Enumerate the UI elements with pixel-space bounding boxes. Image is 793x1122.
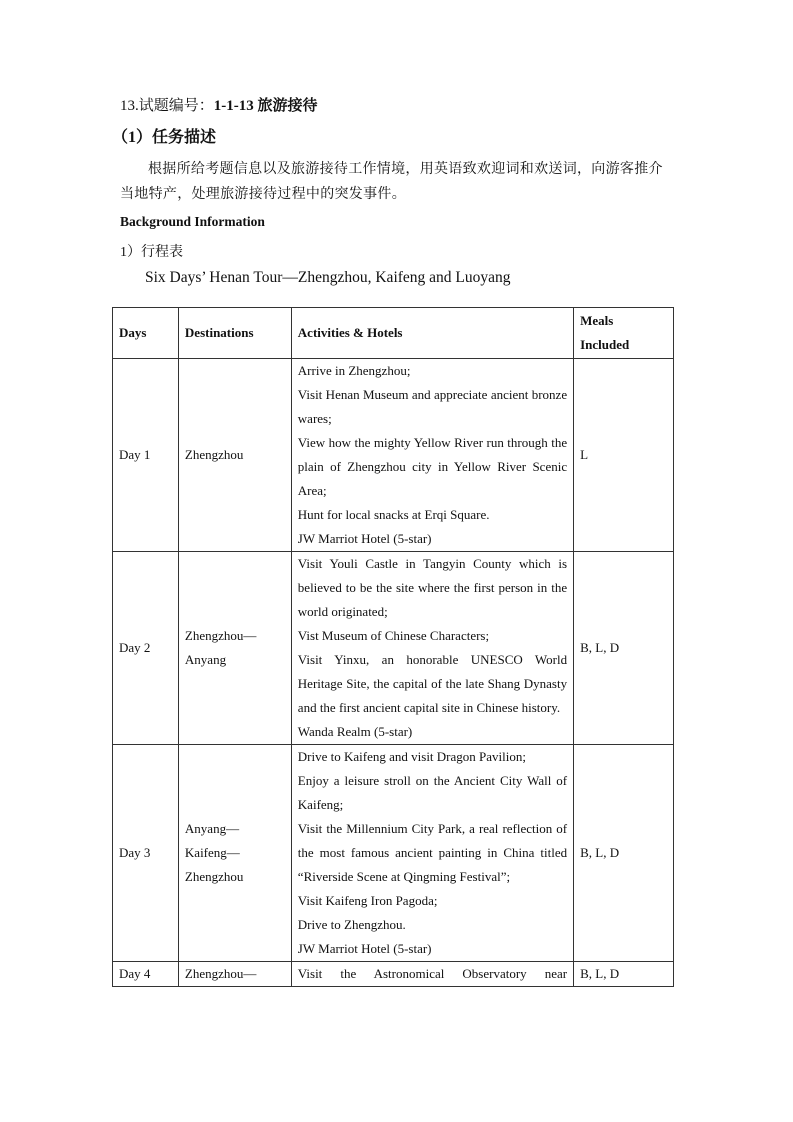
itinerary-table — [112, 307, 674, 987]
header-meals — [574, 308, 674, 359]
header-activities: Activities & Hotels — [291, 308, 573, 359]
day-cell: Day 1 — [113, 359, 179, 552]
destination-line: Zhengzhou — [184, 447, 244, 462]
activity-item: Arrive in Zhengzhou; — [297, 363, 411, 378]
meals-cell: B, L, D — [574, 552, 674, 745]
destination-cell — [178, 359, 291, 552]
table-row — [113, 962, 674, 987]
activity-item: JW Marriot Hotel (5-star) — [297, 941, 432, 956]
itinerary-label: 1）行程表 — [120, 245, 183, 260]
table-row — [113, 552, 674, 745]
destination-cell — [178, 552, 291, 745]
activity-item: JW Marriot Hotel (5-star) — [297, 531, 432, 546]
header-meals-line2: Included — [580, 337, 630, 352]
activity-item: View how the mighty Yellow River run through the plain of Zhengzhou city in Yellow River Scenic Area; — [297, 435, 568, 498]
destination-cell — [178, 962, 291, 987]
destination-line: Kaifeng— — [184, 845, 240, 860]
activity-item: Visit Henan Museum and appreciate ancient bronze wares; — [297, 387, 568, 426]
task-heading: （1）任务描述 — [112, 129, 217, 146]
destination-line: Anyang— — [184, 821, 240, 836]
activity-item: Vist Museum of Chinese Characters; — [297, 628, 490, 643]
day-cell: Day 2 — [113, 552, 179, 745]
activity-item: Visit Kaifeng Iron Pagoda; — [297, 893, 438, 908]
activity-item: Visit Yinxu, an honorable UNESCO World Heritage Site, the capital of the late Shang Dynasty and the first ancient capital site in Chinese history. — [297, 652, 568, 715]
activities-cell — [291, 745, 573, 962]
day-cell: Day 3 — [113, 745, 179, 962]
activity-item: Hunt for local snacks at Erqi Square. — [297, 507, 490, 522]
table-header-row — [113, 308, 674, 359]
header-days: Days — [113, 308, 179, 359]
header-destinations: Destinations — [178, 308, 291, 359]
header-meals-line1: Meals — [580, 313, 614, 328]
activities-cell — [291, 962, 573, 987]
activity-item: Visit Youli Castle in Tangyin County which is believed to be the site where the first person in the world originated; — [297, 556, 568, 619]
meals-cell: B, L, D — [574, 745, 674, 962]
task-paragraph: 根据所给考题信息以及旅游接待工作情境，用英语致欢迎词和欢送词，向游客推介当地特产，处理旅游接待过程中的突发事件。 — [120, 162, 663, 202]
activities-cell — [291, 359, 573, 552]
item-number-title: 1-1-13 旅游接待 — [213, 98, 318, 114]
background-label: Background Information — [120, 214, 265, 229]
activity-item: Enjoy a leisure stroll on the Ancient City Wall of Kaifeng; — [297, 773, 568, 812]
meals-cell: B, L, D — [574, 962, 674, 987]
item-number-prefix: 13.试题编号： — [120, 98, 214, 114]
activity-item: Drive to Zhengzhou. — [297, 917, 406, 932]
tour-title: Six Days’ Henan Tour—Zhengzhou, Kaifeng and Luoyang — [145, 269, 511, 286]
destination-cell — [178, 745, 291, 962]
meals-cell: L — [574, 359, 674, 552]
activity-item: Visit the Millennium City Park, a real reflection of the most famous ancient painting in China titled “Riverside Scene at Qingming Festival”; — [297, 821, 568, 884]
destination-line: Zhengzhou— — [184, 628, 257, 643]
table-row — [113, 745, 674, 962]
destination-line: Zhengzhou — [184, 869, 244, 884]
table-row — [113, 359, 674, 552]
activities-cell — [291, 552, 573, 745]
destination-line: Anyang — [184, 652, 227, 667]
destination-line: Zhengzhou— — [184, 966, 257, 981]
activity-item: Drive to Kaifeng and visit Dragon Pavilion; — [297, 749, 526, 764]
item-number-heading — [120, 95, 318, 117]
activity-item: Visit the Astronomical Observatory near — [297, 966, 568, 981]
day-cell: Day 4 — [113, 962, 179, 987]
activity-item: Wanda Realm (5-star) — [297, 724, 413, 739]
